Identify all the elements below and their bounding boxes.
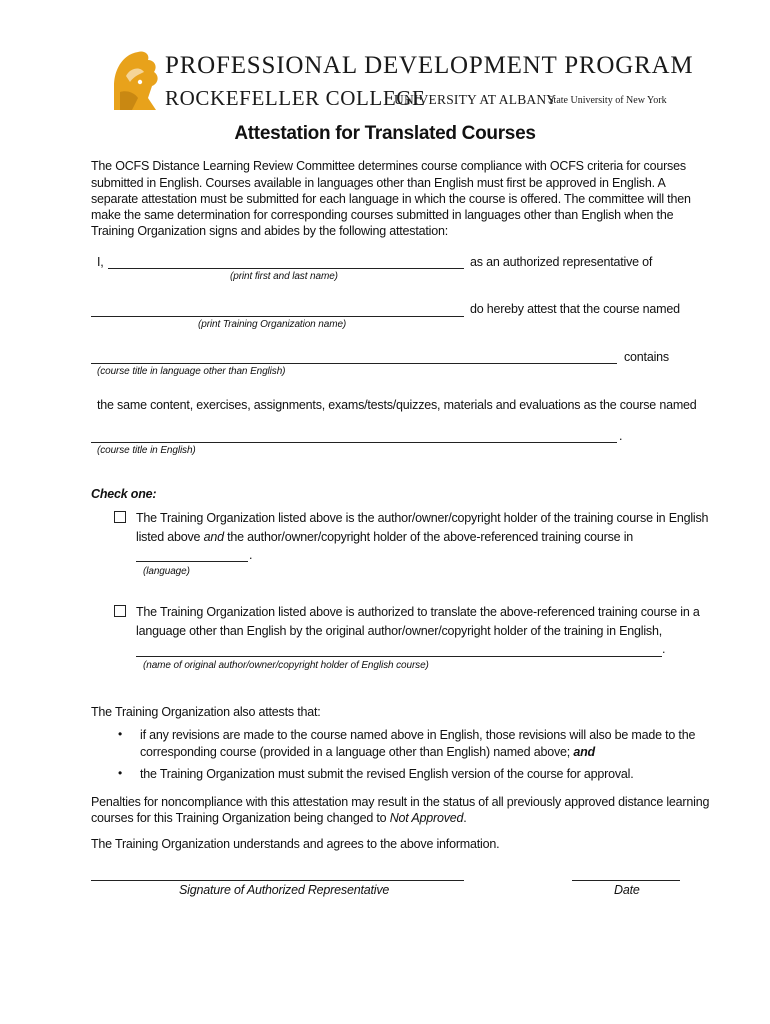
- signature-field[interactable]: [91, 880, 464, 881]
- penalties-period: .: [463, 811, 467, 825]
- option1-checkbox[interactable]: [114, 511, 126, 523]
- not-approved-text: Not Approved: [389, 811, 464, 825]
- agree-text: The Training Organization understands and agrees to the above information.: [91, 837, 500, 851]
- intro-line: make the same determination for corresponding courses submitted in languages other than English when the: [91, 208, 674, 222]
- original-author-period: .: [662, 642, 666, 656]
- page-title: Attestation for Translated Courses: [234, 123, 536, 144]
- bullet-icon: •: [118, 727, 123, 741]
- attests-lead: The Training Organization also attests that:: [91, 705, 321, 719]
- contains-text: contains: [624, 350, 669, 364]
- option2-checkbox[interactable]: [114, 605, 126, 617]
- header-title: PROFESSIONAL DEVELOPMENT PROGRAM: [165, 52, 694, 79]
- i-label: I,: [97, 255, 104, 269]
- option1-and: and: [203, 530, 224, 544]
- option2-line: language other than English by the original author/owner/copyright holder of the training in English,: [136, 624, 662, 638]
- signature-label: Signature of Authorized Representative: [179, 883, 390, 897]
- suny-name: State University of New York: [548, 95, 667, 106]
- name-field[interactable]: [108, 268, 464, 269]
- intro-line: The OCFS Distance Learning Review Committee determines course compliance with OCFS criteria for courses: [91, 159, 686, 173]
- course-english-caption: (course title in English): [97, 445, 196, 456]
- course-english-period: .: [619, 429, 623, 443]
- authorized-rep-text: as an authorized representative of: [470, 255, 653, 269]
- university-name: UNIVERSITY AT ALBANY: [394, 92, 557, 107]
- same-content-text: the same content, exercises, assignments, exams/tests/quizzes, materials and evaluations as the course named: [97, 398, 697, 412]
- bullet2-line: the Training Organization must submit the revised English version of the course for approval.: [140, 767, 634, 781]
- penalties-line2: [91, 811, 467, 825]
- college-name: ROCKEFELLER COLLEGE: [165, 86, 426, 110]
- intro-line: Training Organization signs and abides by the following attestation:: [91, 224, 448, 238]
- course-other-language-field[interactable]: [91, 363, 617, 364]
- attest-text: do hereby attest that the course named: [470, 302, 680, 316]
- original-author-field[interactable]: [136, 656, 662, 657]
- language-field[interactable]: [136, 561, 248, 562]
- bullet1-and: and: [573, 745, 595, 759]
- minerva-head-icon: [104, 46, 162, 112]
- option1-line: The Training Organization listed above is the author/owner/copyright holder of the training course in English: [136, 511, 709, 525]
- check-one-heading: Check one:: [91, 487, 157, 501]
- org-field[interactable]: [91, 316, 464, 317]
- option1-text: listed above: [136, 530, 204, 544]
- bullet1-line2: [140, 745, 595, 759]
- org-caption: (print Training Organization name): [198, 319, 347, 330]
- date-field[interactable]: [572, 880, 680, 881]
- intro-line: separate attestation must be submitted for each language in which the course is offered. The committee will then: [91, 192, 691, 206]
- language-period: .: [249, 548, 253, 562]
- course-english-field[interactable]: [91, 442, 617, 443]
- date-label: Date: [614, 883, 640, 897]
- option2-line: The Training Organization listed above is authorized to translate the above-referenced training course in a: [136, 605, 700, 619]
- option1-text: the author/owner/copyright holder of the above-referenced training course in: [223, 530, 634, 544]
- penalties-text: courses for this Training Organization being changed to: [91, 811, 390, 825]
- intro-line: submitted in English. Courses available in languages other than English must first be approved in English. A: [91, 176, 666, 190]
- language-caption: (language): [143, 566, 190, 577]
- name-caption: (print first and last name): [230, 271, 338, 282]
- option1-line2: [136, 530, 633, 544]
- bullet1-text: corresponding course (provided in a language other than English) named above;: [140, 745, 574, 759]
- course-other-caption: (course title in language other than English): [97, 366, 286, 377]
- bullet-icon: •: [118, 766, 123, 780]
- bullet1-line: if any revisions are made to the course named above in English, those revisions will also be made to the: [140, 728, 696, 742]
- original-author-caption: (name of original author/owner/copyright holder of English course): [143, 660, 429, 671]
- penalties-line: Penalties for noncompliance with this attestation may result in the status of all previously approved distance learning: [91, 795, 710, 809]
